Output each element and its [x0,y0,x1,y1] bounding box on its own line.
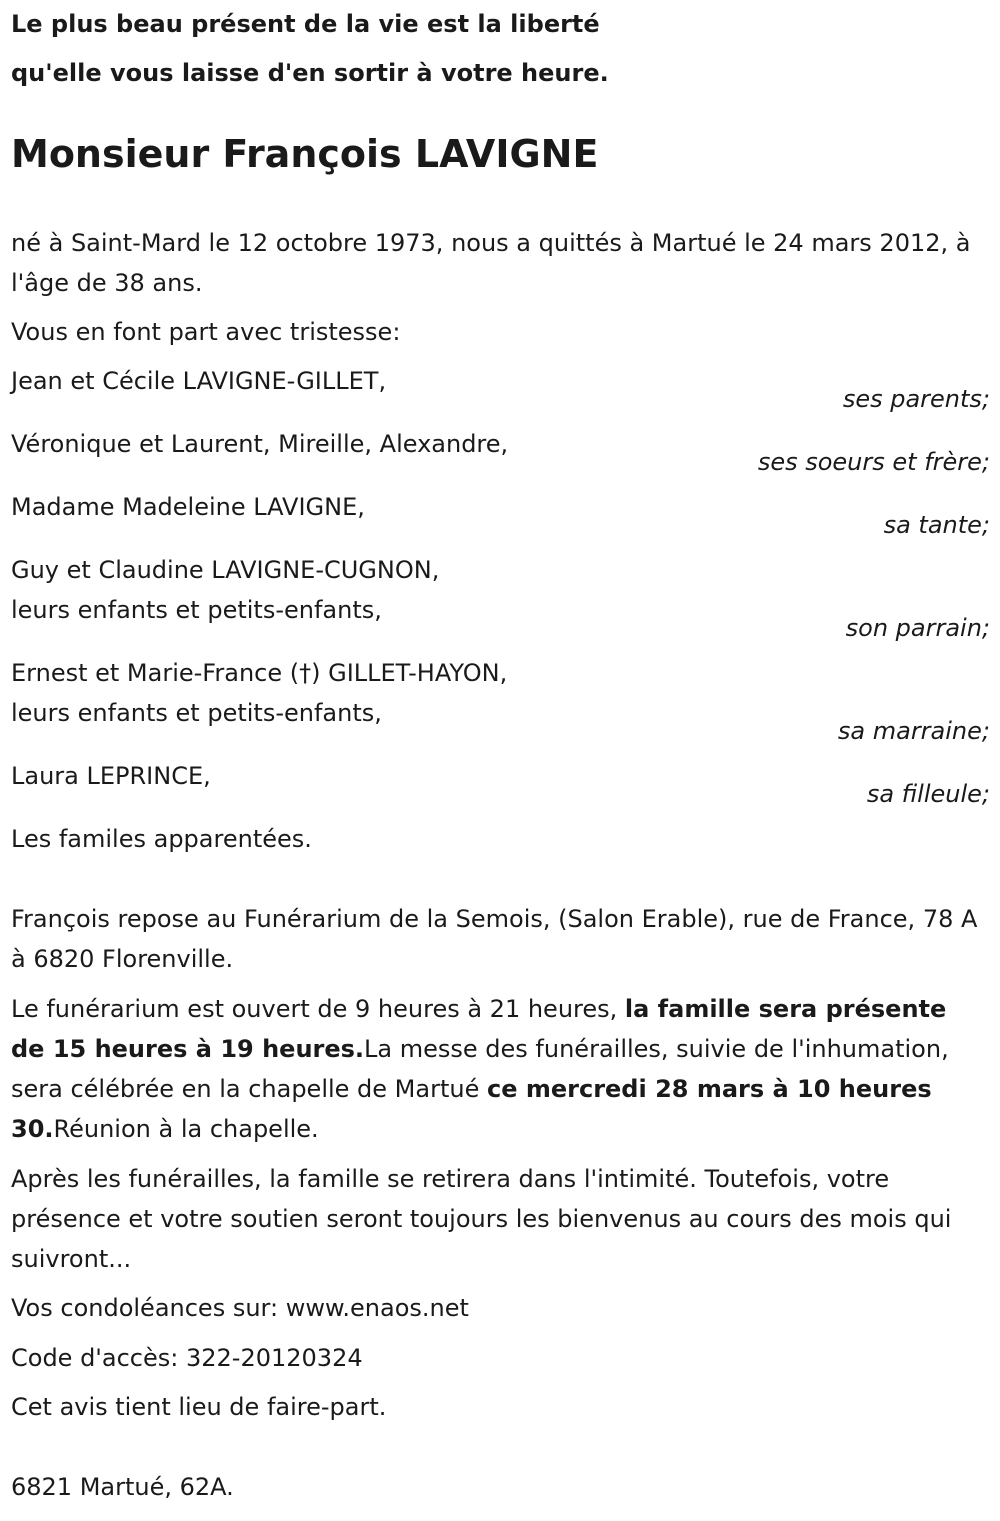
notice-text: Cet avis tient lieu de faire-part. [11,1393,387,1421]
family-role: ses parents; [842,385,990,413]
family-name-line: Laura LEPRINCE, [11,762,211,790]
schedule-paragraph [11,989,986,1149]
access-code-text: Code d'accès: 322-20120324 [11,1344,363,1372]
schedule-bold-mass-date: ce mercredi 28 mars à 10 heures 30. [11,1075,932,1143]
family-name-line: Guy et Claudine LAVIGNE-CUGNON, [11,556,440,584]
rest-place-text: François repose au Funérarium de la Semois, (Salon Erable), rue de France, 78 A à 6820 Florenville. [11,905,978,973]
family-role: ses soeurs et frère; [757,448,990,476]
condolences-text: Vos condoléances sur: www.enaos.net [11,1294,469,1322]
intro-text: Vous en font part avec tristesse: [11,318,401,346]
family-name-line: leurs enfants et petits-enfants, [11,596,382,624]
epigraph-line-2: qu'elle vous laisse d'en sortir à votre heure. [11,59,609,87]
family-name-line: Jean et Cécile LAVIGNE-GILLET, [11,367,387,395]
family-name-line: Véronique et Laurent, Mireille, Alexandre, [11,430,509,458]
family-name-line: Madame Madeleine LAVIGNE, [11,493,365,521]
family-role: sa marraine; [837,717,990,745]
epigraph-line-1: Le plus beau présent de la vie est la liberté [11,10,600,38]
after-funeral-text: Après les funérailles, la famille se retirera dans l'intimité. Toutefois, votre présence et votre soutien seront toujours les bienvenus au cours des mois qui suivront... [11,1165,952,1273]
schedule-bold-family-presence: la famille sera présente de 15 heures à 19 heures. [11,995,947,1063]
deceased-name: Monsieur François LAVIGNE [11,132,599,176]
birth-death-text: né à Saint-Mard le 12 octobre 1973, nous a quittés à Martué le 24 mars 2012, à l'âge de 38 ans. [11,229,971,297]
family-name-line: leurs enfants et petits-enfants, [11,699,382,727]
schedule-text: Réunion à la chapelle. [53,1115,319,1143]
family-name-line: Ernest et Marie-France (†) GILLET-HAYON, [11,659,508,687]
related-families-text: Les familes apparentées. [11,825,312,853]
address-text: 6821 Martué, 62A. [11,1473,234,1501]
family-role: sa tante; [883,511,990,539]
schedule-text: Le funérarium est ouvert de 9 heures à 21 heures, [11,995,625,1023]
family-role: son parrain; [845,614,990,642]
family-role: sa filleule; [866,780,990,808]
schedule-text: La messe des funérailles, suivie de l'inhumation, sera célébrée en la chapelle de Martué [11,1035,949,1103]
